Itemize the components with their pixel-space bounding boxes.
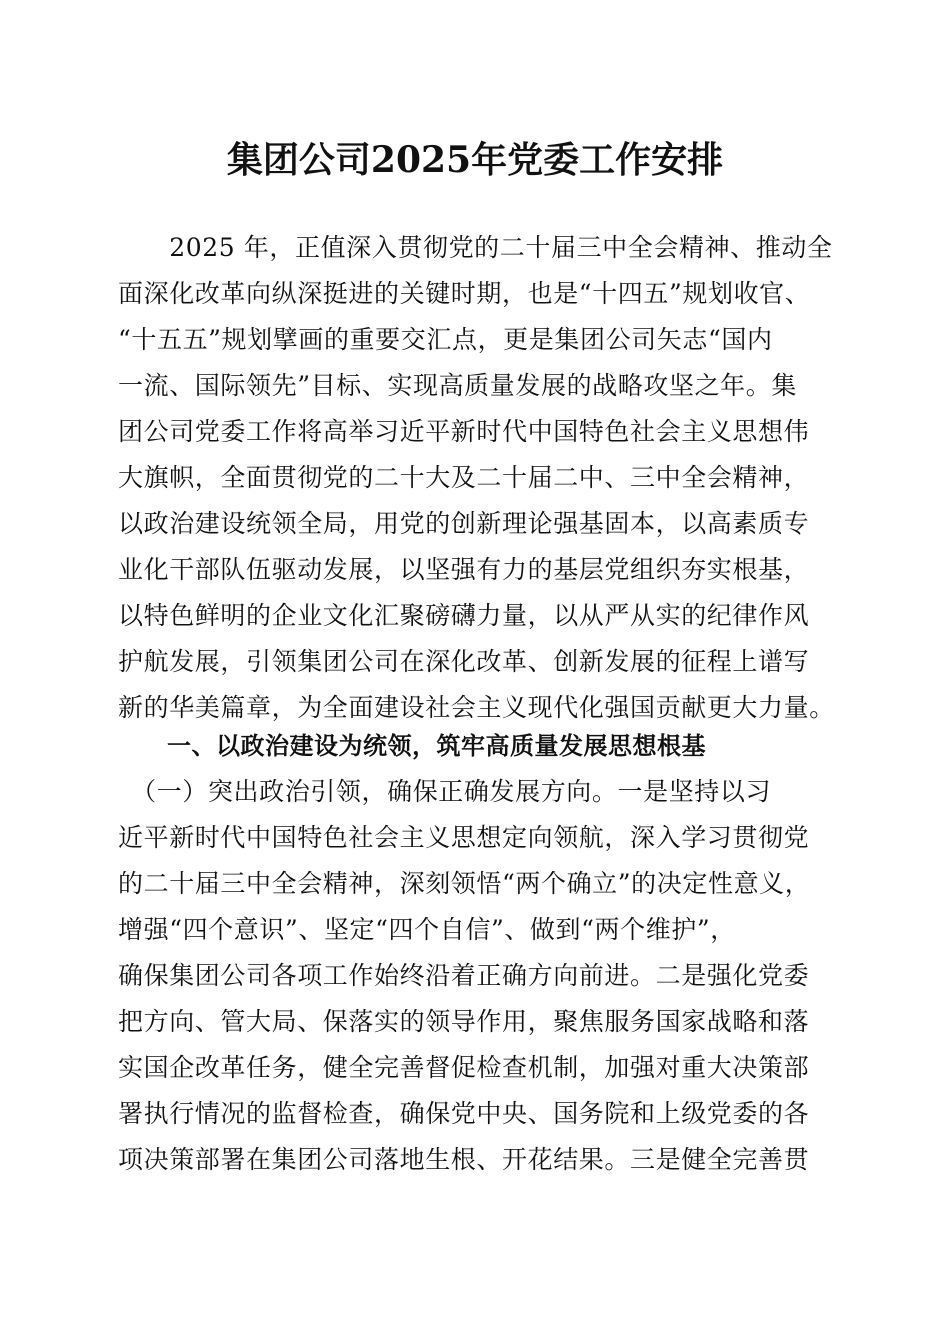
section-paragraph <box>118 769 832 1183</box>
section-heading: 一、以政治建设为统领，筑牢高质量发展思想根基 <box>118 732 706 760</box>
intro-paragraph <box>118 225 835 731</box>
text-line: 大旗帜，全面贯彻党的二十大及二十届二中、三中全会精神， <box>118 463 810 492</box>
text-line: 把方向、管大局、保落实的领导作用，聚焦服务国家战略和落 <box>118 1007 810 1036</box>
text-line: 确保集团公司各项工作始终沿着正确方向前进。二是强化党委 <box>118 961 810 990</box>
text-line: 面深化改革向纵深挺进的关键时期，也是“十四五”规划收官、 <box>118 279 811 308</box>
text-line: 新的华美篇章，为全面建设社会主义现代化强国贡献更大力量。 <box>118 693 835 722</box>
section-heading-block <box>118 723 832 769</box>
text-line: 业化干部队伍驱动发展，以坚强有力的基层党组织夯实根基， <box>118 555 810 584</box>
text-line: 护航发展，引领集团公司在深化改革、创新发展的征程上谱写 <box>118 647 810 676</box>
text-line: 一流、国际领先”目标、实现高质量发展的战略攻坚之年。集 <box>118 371 797 400</box>
text-line: 增强“四个意识”、坚定“四个自信”、做到“两个维护”， <box>118 915 736 944</box>
text-line: （一）突出政治引领，确保正确发展方向。一是坚持以习 <box>118 777 772 806</box>
text-line: 2025 年，正值深入贯彻党的二十届三中全会精神、推动全 <box>118 233 833 262</box>
text-line: 实国企改革任务，健全完善督促检查机制，加强对重大决策部 <box>118 1053 810 1082</box>
text-line: 的二十届三中全会精神，深刻领悟“两个确立”的决定性意义， <box>118 869 811 898</box>
text-line: 以政治建设统领全局，用党的创新理论强基固本，以高素质专 <box>118 509 810 538</box>
text-line: 团公司党委工作将高举习近平新时代中国特色社会主义思想伟 <box>118 417 810 446</box>
text-line: 近平新时代中国特色社会主义思想定向领航，深入学习贯彻党 <box>118 823 810 852</box>
text-line: 以特色鲜明的企业文化汇聚磅礴力量，以从严从实的纪律作风 <box>118 601 810 630</box>
document-title: 集团公司2025年党委工作安排 <box>226 139 724 181</box>
text-line: 项决策部署在集团公司落地生根、开花结果。三是健全完善贯 <box>118 1145 810 1174</box>
text-line: “十五五”规划擘画的重要交汇点，更是集团公司矢志“国内 <box>118 325 773 354</box>
text-line: 署执行情况的监督检查，确保党中央、国务院和上级党委的各 <box>118 1099 810 1128</box>
